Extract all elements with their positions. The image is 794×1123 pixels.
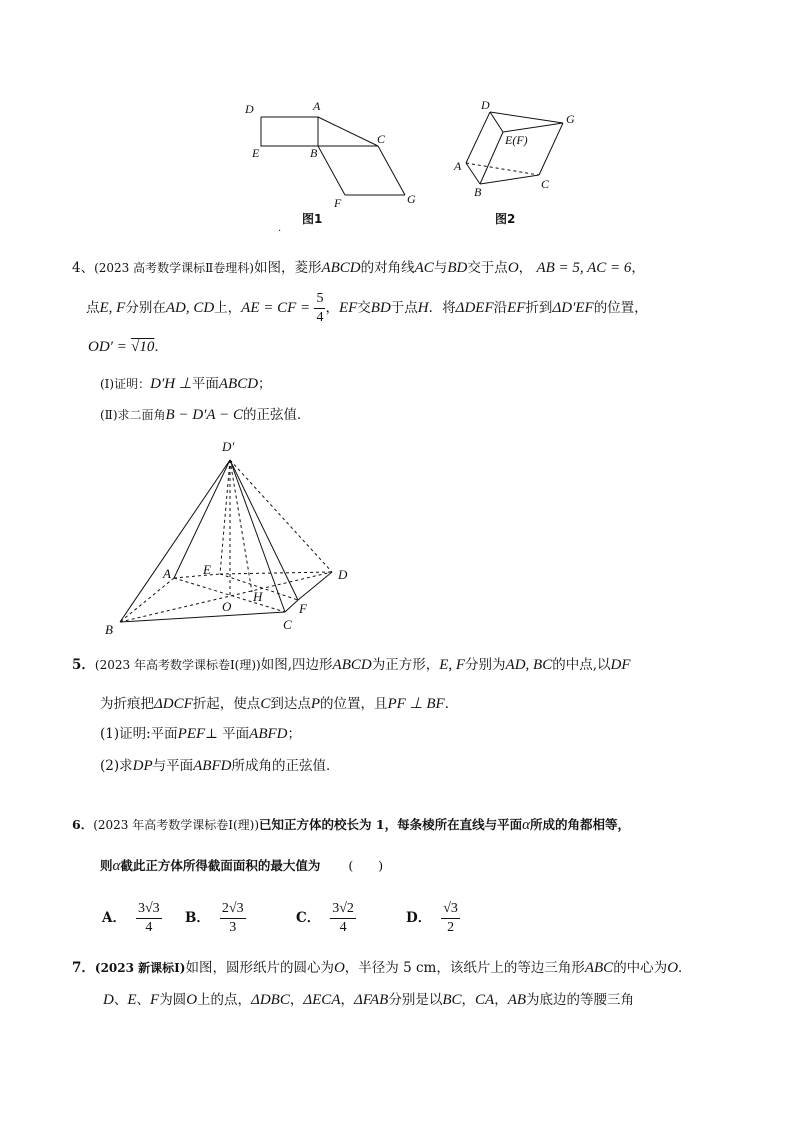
- q7-line-1: 7．(2023 新课标Ⅰ)如图，圆形纸片的圆心为O，半径为 5 cm，该纸片上的等边三角形ABC的中心为O．: [72, 960, 692, 976]
- fig3-label-d: D: [338, 567, 348, 582]
- fig3-label-e: E: [203, 562, 211, 577]
- fig3-dp-d: [230, 460, 332, 572]
- q5-line-1: 5．(2023 年高考数学课标卷Ⅰ(理))如图,四边形ABCD为正方形，E, F分别为AD, BC的中点,以DF: [72, 657, 631, 673]
- fig1-caption: 图1: [302, 212, 323, 226]
- q4-line-2: 点E, F分别在AD, CD上，AE = CF = $\frac{5}{4}$ ，EF交BD于点H．将ΔDEF沿EF折到ΔD′EF的位置，: [86, 291, 648, 325]
- q6-option-c[interactable]: C． $\frac{3√2}{4}$: [296, 901, 354, 935]
- fig3-label-dprime: D′: [222, 439, 235, 454]
- fig2-caption: 图2: [495, 212, 516, 226]
- q6-line-2: 则α截此正方体所得截面面积的最大值为 ( ): [100, 858, 384, 874]
- fig2-label-d: D: [481, 98, 490, 112]
- fig1-label-c: C: [377, 132, 386, 146]
- q7-line-2: D、E、F为圆O上的点，ΔDBC，ΔECA，ΔFAB分别是以BC，CA，AB为底边的等腰三角: [103, 992, 635, 1008]
- q4-part-1: (Ⅰ)证明：D′H ⊥平面ABCD；: [100, 376, 272, 392]
- fig3-dp-f: [230, 460, 298, 600]
- fig1-label-e: E: [252, 146, 260, 160]
- q4-part-2: (Ⅱ)求二面角B − D′A − C的正弦值．: [100, 407, 311, 423]
- fig3-dp-b: [120, 460, 230, 622]
- fig1-label-a: A: [313, 99, 321, 113]
- fig1-label-d: D: [245, 102, 254, 116]
- q4-fraction: $\frac{5}{4}$: [316, 291, 324, 325]
- q6-option-a[interactable]: A． $\frac{3√3}{4}$: [102, 901, 160, 935]
- fig3-ae: [174, 574, 220, 578]
- fig3-dp-h: [230, 460, 252, 592]
- q5-line-2: 为折痕把ΔDCF折起，使点C到达点P的位置，且PF ⊥ BF．: [100, 696, 459, 712]
- fig3-label-a: A: [163, 566, 171, 581]
- q6-option-b[interactable]: B． $\frac{2√3}{3}$: [185, 901, 244, 935]
- fig2-label-ef: E(F): [505, 133, 528, 147]
- q4-line-1: 4、(2023 高考数学课标Ⅱ卷理科)如图，菱形ABCD的对角线AC与BD交于点O， AB = 5, AC = 6，: [72, 260, 645, 276]
- fig1-label-b: B: [310, 146, 318, 160]
- fig2-label-a: A: [454, 159, 462, 173]
- q6-line-1: 6．(2023 年高考数学课标卷Ⅰ(理))已知正方体的校长为 1，每条棱所在直线与平面α所成的角都相等，: [72, 817, 630, 833]
- fig3-label-f: F: [299, 601, 307, 616]
- q4-line-3: OD′ = √10．: [88, 339, 168, 355]
- fig3-dp-a: [174, 460, 230, 578]
- fig3-label-c: C: [283, 617, 292, 632]
- q6-option-d[interactable]: D． $\frac{√3}{2}$: [406, 901, 458, 935]
- fig2-label-c: C: [541, 177, 550, 191]
- q5-part-1: (1)证明:平面PEF⊥ 平面ABFD；: [100, 726, 301, 742]
- fig2-label-g: G: [566, 112, 575, 126]
- fig3-label-o: O: [222, 599, 232, 614]
- stray-dot: ·: [278, 226, 282, 237]
- fig3-cf: [285, 600, 298, 612]
- fig3-label-b: B: [105, 622, 113, 637]
- fig3-ed: [220, 572, 332, 574]
- fig3-bc: [120, 612, 285, 622]
- fig1-label-f: F: [334, 196, 342, 210]
- fig2-label-b: B: [474, 185, 482, 199]
- fig3-label-h: H: [253, 589, 263, 604]
- fig3-ab: [120, 578, 174, 622]
- q5-part-2: (2)求DP与平面ABFD所成角的正弦值．: [100, 758, 340, 774]
- fig1-label-g: G: [407, 192, 416, 206]
